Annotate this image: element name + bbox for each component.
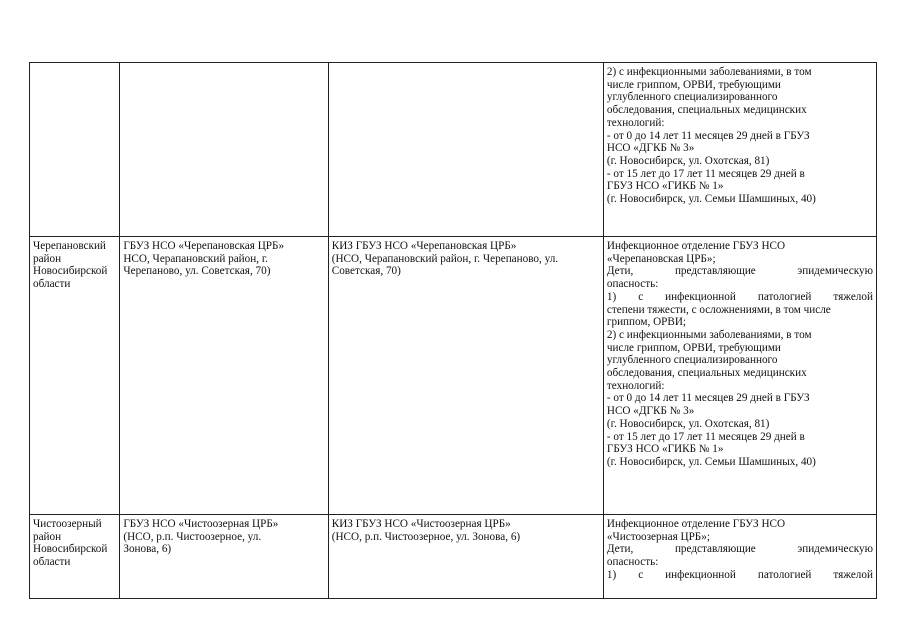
cell-text-line: (г. Новосибирск, ул. Охотская, 81) xyxy=(606,417,770,430)
cell-text-line: области xyxy=(33,278,71,291)
cell-text-line: Чистоозерный xyxy=(33,518,102,530)
routing-cell xyxy=(603,237,876,515)
cell-text-line: НСО «ДГКБ № 3» xyxy=(606,142,695,155)
cell-text-line: НСО, Черапановский район, г. xyxy=(123,252,268,265)
cell-text-line: числе гриппом, ОРВИ, требующими xyxy=(606,78,781,91)
cell-text-line: 1) с инфекционной патологией тяжелой xyxy=(606,568,873,581)
routing-cell xyxy=(603,63,876,237)
cell-text-line: ГБУЗ НСО «ГИКБ № 1» xyxy=(606,180,724,193)
cell-text-line: 2) с инфекционными заболеваниями, в том xyxy=(606,328,812,341)
cell-text-line: НСО «ДГКБ № 3» xyxy=(606,405,695,418)
cell-text-line: ГБУЗ НСО «Чистоозерная ЦРБ» xyxy=(123,518,279,530)
routing-table xyxy=(29,62,877,599)
cell-text-line: Новосибирской xyxy=(33,265,108,278)
cell-text-line: район xyxy=(33,252,62,265)
cell-text-line: Инфекционное отделение ГБУЗ НСО xyxy=(606,518,786,530)
cell-text-line: Зонова, 6) xyxy=(123,543,172,556)
cell-text-line: Советская, 70) xyxy=(331,265,401,278)
hospital-cell xyxy=(120,515,328,599)
cell-text-line: углубленного специализированного xyxy=(606,91,778,104)
cell-text-line: - от 0 до 14 лет 11 месяцев 29 дней в ГБУЗ xyxy=(606,392,810,405)
hospital-cell xyxy=(120,63,328,237)
cell-text-line: (г. Новосибирск, ул. Семьи Шамшиных, 40) xyxy=(606,193,816,206)
cell-text-line: степени тяжести, с осложнениями, в том числе xyxy=(606,303,831,316)
cell-text-line: КИЗ ГБУЗ НСО «Черепановская ЦРБ» xyxy=(331,240,517,252)
cell-text-line: Дети, представляющие эпидемическую xyxy=(606,265,873,278)
cell-text-line: Черепановский xyxy=(33,240,106,252)
kiz-cell xyxy=(328,515,603,599)
routing-cell xyxy=(603,515,876,599)
cell-text-line: опасность: xyxy=(606,278,659,291)
cell-text-line: - от 0 до 14 лет 11 месяцев 29 дней в ГБУЗ xyxy=(606,129,810,142)
cell-text-line: (НСО, р.п. Чистоозерное, ул. Зонова, 6) xyxy=(331,530,521,543)
cell-text-line: технологий: xyxy=(606,379,665,392)
district-cell xyxy=(30,237,120,515)
table-row xyxy=(30,237,877,515)
cell-text-line: углубленного специализированного xyxy=(606,354,778,367)
cell-text-line: Черепаново, ул. Советская, 70) xyxy=(123,265,271,278)
cell-text-line: район xyxy=(33,530,62,543)
cell-text-line: (НСО, Черапановский район, г. Черепаново, ул. xyxy=(331,252,559,265)
cell-text-line: области xyxy=(33,556,71,569)
cell-text-line: ГБУЗ НСО «Черепановская ЦРБ» xyxy=(123,240,285,252)
cell-text-line: Инфекционное отделение ГБУЗ НСО xyxy=(606,240,786,252)
hospital-cell xyxy=(120,237,328,515)
district-cell xyxy=(30,63,120,237)
cell-text-line: «Чистоозерная ЦРБ»; xyxy=(606,530,710,543)
cell-text-line: гриппом, ОРВИ; xyxy=(606,316,687,329)
district-cell xyxy=(30,515,120,599)
cell-text-line: числе гриппом, ОРВИ, требующими xyxy=(606,341,781,354)
kiz-cell xyxy=(328,237,603,515)
cell-text-line: 2) с инфекционными заболеваниями, в том xyxy=(606,66,812,78)
cell-text-line: Новосибирской xyxy=(33,543,108,556)
cell-text-line: «Черепановская ЦРБ»; xyxy=(606,252,716,265)
cell-text-line: (г. Новосибирск, ул. Охотская, 81) xyxy=(606,154,770,167)
cell-text-line: КИЗ ГБУЗ НСО «Чистоозерная ЦРБ» xyxy=(331,518,511,530)
cell-text-line: - от 15 лет до 17 лет 11 месяцев 29 дней в xyxy=(606,167,805,180)
cell-text-line: 1) с инфекционной патологией тяжелой xyxy=(606,290,873,303)
cell-text-line: обследования, специальных медицинских xyxy=(606,367,807,380)
cell-text-line: (НСО, р.п. Чистоозерное, ул. xyxy=(123,530,262,543)
cell-text-line: ГБУЗ НСО «ГИКБ № 1» xyxy=(606,443,724,456)
kiz-cell xyxy=(328,63,603,237)
cell-text-line: - от 15 лет до 17 лет 11 месяцев 29 дней в xyxy=(606,430,805,443)
cell-text-line: (г. Новосибирск, ул. Семьи Шамшиных, 40) xyxy=(606,455,816,468)
cell-text-line: опасность: xyxy=(606,556,659,569)
table-row xyxy=(30,63,877,237)
table-row xyxy=(30,515,877,599)
cell-text-line: Дети, представляющие эпидемическую xyxy=(606,543,873,556)
cell-text-line: обследования, специальных медицинских xyxy=(606,104,807,117)
cell-text-line: технологий: xyxy=(606,116,665,129)
